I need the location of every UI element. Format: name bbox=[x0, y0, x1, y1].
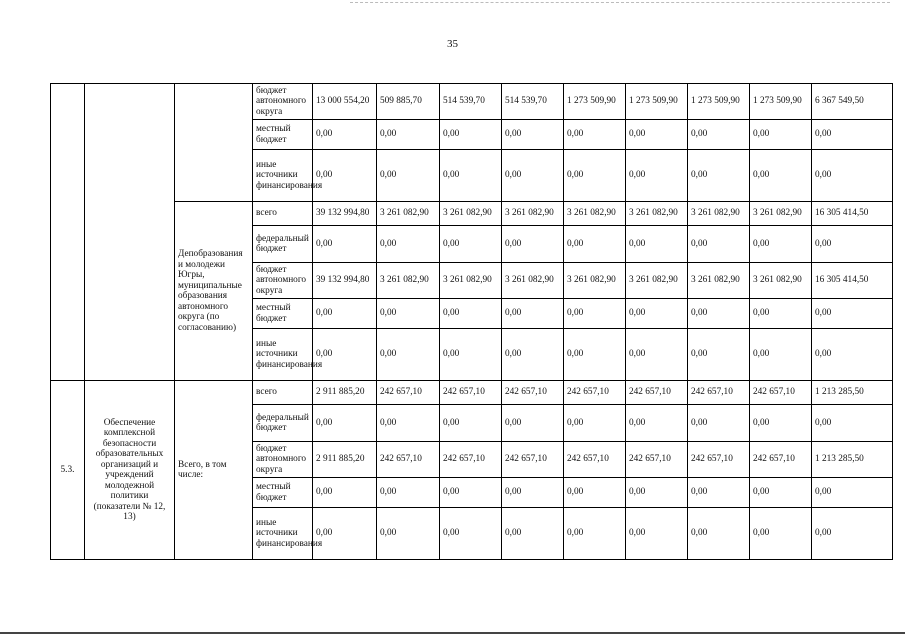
amount-cell: 3 261 082,90 bbox=[750, 263, 812, 299]
table-body bbox=[51, 84, 893, 560]
amount-cell: 6 367 549,50 bbox=[812, 84, 893, 120]
amount-cell: 0,00 bbox=[626, 478, 688, 508]
amount-cell: 0,00 bbox=[750, 478, 812, 508]
scan-top-edge bbox=[350, 2, 890, 3]
amount-cell: 0,00 bbox=[440, 299, 502, 329]
amount-cell: 0,00 bbox=[812, 150, 893, 202]
amount-cell: 1 213 285,50 bbox=[812, 381, 893, 405]
funding-source: всего bbox=[253, 381, 313, 405]
amount-cell: 0,00 bbox=[502, 120, 564, 150]
amount-cell: 0,00 bbox=[502, 150, 564, 202]
amount-cell: 0,00 bbox=[377, 226, 440, 263]
amount-cell: 0,00 bbox=[313, 226, 377, 263]
amount-cell: 0,00 bbox=[377, 405, 440, 442]
executor-cell: Депобразования и молодежи Югры, муниципальные образования автономного округа (по согласованию) bbox=[175, 202, 253, 381]
amount-cell: 2 911 885,20 bbox=[313, 381, 377, 405]
amount-cell: 0,00 bbox=[377, 150, 440, 202]
amount-cell: 3 261 082,90 bbox=[688, 263, 750, 299]
amount-cell: 242 657,10 bbox=[440, 381, 502, 405]
scan-bottom-edge bbox=[0, 632, 905, 634]
amount-cell: 0,00 bbox=[564, 478, 626, 508]
financing-table bbox=[50, 83, 893, 560]
funding-source: бюджет автономного округа bbox=[253, 84, 313, 120]
amount-cell: 0,00 bbox=[688, 226, 750, 263]
amount-cell: 242 657,10 bbox=[377, 442, 440, 478]
amount-cell: 0,00 bbox=[377, 508, 440, 560]
amount-cell: 1 273 509,90 bbox=[564, 84, 626, 120]
table-row bbox=[51, 202, 893, 226]
amount-cell: 0,00 bbox=[750, 329, 812, 381]
amount-cell: 0,00 bbox=[626, 405, 688, 442]
amount-cell: 0,00 bbox=[750, 508, 812, 560]
amount-cell: 242 657,10 bbox=[377, 381, 440, 405]
amount-cell: 242 657,10 bbox=[564, 381, 626, 405]
amount-cell: 0,00 bbox=[812, 120, 893, 150]
amount-cell: 0,00 bbox=[313, 299, 377, 329]
amount-cell: 0,00 bbox=[440, 478, 502, 508]
funding-source: бюджет автономного округа bbox=[253, 263, 313, 299]
amount-cell: 3 261 082,90 bbox=[440, 263, 502, 299]
amount-cell: 0,00 bbox=[377, 329, 440, 381]
amount-cell: 0,00 bbox=[313, 478, 377, 508]
funding-source: иные источники финансирования bbox=[253, 329, 313, 381]
measure-name: Обеспечение комплексной безопасности образовательных организаций и учреждений молодежной политики (показатели № 12, 13) bbox=[85, 381, 175, 560]
amount-cell: 39 132 994,80 bbox=[313, 263, 377, 299]
amount-cell: 0,00 bbox=[812, 226, 893, 263]
measure-code: 5.3. bbox=[51, 381, 85, 560]
funding-source: бюджет автономного округа bbox=[253, 442, 313, 478]
amount-cell: 3 261 082,90 bbox=[440, 202, 502, 226]
page-number: 35 bbox=[447, 38, 458, 50]
amount-cell: 0,00 bbox=[626, 329, 688, 381]
amount-cell: 0,00 bbox=[626, 226, 688, 263]
amount-cell: 0,00 bbox=[564, 150, 626, 202]
amount-cell: 509 885,70 bbox=[377, 84, 440, 120]
executor-cell bbox=[175, 84, 253, 202]
amount-cell: 3 261 082,90 bbox=[377, 263, 440, 299]
amount-cell: 0,00 bbox=[688, 120, 750, 150]
amount-cell: 0,00 bbox=[440, 508, 502, 560]
funding-source: федеральный бюджет bbox=[253, 226, 313, 263]
amount-cell: 0,00 bbox=[812, 299, 893, 329]
amount-cell: 0,00 bbox=[812, 405, 893, 442]
amount-cell: 0,00 bbox=[564, 405, 626, 442]
amount-cell: 0,00 bbox=[626, 150, 688, 202]
amount-cell: 0,00 bbox=[502, 478, 564, 508]
amount-cell: 0,00 bbox=[688, 405, 750, 442]
amount-cell: 242 657,10 bbox=[688, 381, 750, 405]
amount-cell: 0,00 bbox=[750, 150, 812, 202]
amount-cell: 16 305 414,50 bbox=[812, 263, 893, 299]
amount-cell: 514 539,70 bbox=[502, 84, 564, 120]
amount-cell: 13 000 554,20 bbox=[313, 84, 377, 120]
amount-cell: 1 273 509,90 bbox=[626, 84, 688, 120]
table-row bbox=[51, 84, 893, 120]
amount-cell: 0,00 bbox=[564, 299, 626, 329]
amount-cell: 0,00 bbox=[313, 150, 377, 202]
amount-cell: 1 213 285,50 bbox=[812, 442, 893, 478]
amount-cell: 0,00 bbox=[377, 299, 440, 329]
amount-cell: 3 261 082,90 bbox=[564, 202, 626, 226]
amount-cell: 0,00 bbox=[377, 478, 440, 508]
amount-cell: 242 657,10 bbox=[440, 442, 502, 478]
funding-source: местный бюджет bbox=[253, 120, 313, 150]
amount-cell: 1 273 509,90 bbox=[750, 84, 812, 120]
amount-cell: 0,00 bbox=[313, 120, 377, 150]
amount-cell: 0,00 bbox=[750, 120, 812, 150]
amount-cell: 0,00 bbox=[564, 226, 626, 263]
amount-cell: 0,00 bbox=[688, 508, 750, 560]
amount-cell: 3 261 082,90 bbox=[502, 263, 564, 299]
amount-cell: 514 539,70 bbox=[440, 84, 502, 120]
amount-cell: 0,00 bbox=[564, 120, 626, 150]
amount-cell: 3 261 082,90 bbox=[377, 202, 440, 226]
amount-cell: 0,00 bbox=[688, 150, 750, 202]
amount-cell: 242 657,10 bbox=[688, 442, 750, 478]
funding-source: местный бюджет bbox=[253, 299, 313, 329]
amount-cell: 0,00 bbox=[750, 226, 812, 263]
amount-cell: 242 657,10 bbox=[626, 442, 688, 478]
amount-cell: 242 657,10 bbox=[626, 381, 688, 405]
funding-source: федеральный бюджет bbox=[253, 405, 313, 442]
amount-cell: 0,00 bbox=[440, 329, 502, 381]
amount-cell: 39 132 994,80 bbox=[313, 202, 377, 226]
amount-cell: 0,00 bbox=[688, 299, 750, 329]
amount-cell: 242 657,10 bbox=[750, 381, 812, 405]
amount-cell: 0,00 bbox=[812, 329, 893, 381]
executor-cell: Всего, в том числе: bbox=[175, 381, 253, 560]
amount-cell: 0,00 bbox=[564, 329, 626, 381]
amount-cell: 0,00 bbox=[626, 299, 688, 329]
amount-cell: 3 261 082,90 bbox=[626, 263, 688, 299]
amount-cell: 0,00 bbox=[313, 405, 377, 442]
table-row bbox=[51, 381, 893, 405]
amount-cell: 0,00 bbox=[313, 329, 377, 381]
amount-cell: 0,00 bbox=[377, 120, 440, 150]
amount-cell: 3 261 082,90 bbox=[502, 202, 564, 226]
amount-cell: 0,00 bbox=[440, 120, 502, 150]
amount-cell: 0,00 bbox=[502, 405, 564, 442]
amount-cell: 0,00 bbox=[440, 405, 502, 442]
amount-cell: 242 657,10 bbox=[502, 442, 564, 478]
amount-cell: 2 911 885,20 bbox=[313, 442, 377, 478]
amount-cell: 242 657,10 bbox=[564, 442, 626, 478]
amount-cell: 242 657,10 bbox=[502, 381, 564, 405]
amount-cell: 0,00 bbox=[502, 226, 564, 263]
amount-cell: 0,00 bbox=[440, 150, 502, 202]
amount-cell: 1 273 509,90 bbox=[688, 84, 750, 120]
amount-cell: 3 261 082,90 bbox=[750, 202, 812, 226]
amount-cell: 0,00 bbox=[502, 299, 564, 329]
amount-cell: 3 261 082,90 bbox=[626, 202, 688, 226]
amount-cell: 242 657,10 bbox=[750, 442, 812, 478]
amount-cell: 0,00 bbox=[440, 226, 502, 263]
funding-source: местный бюджет bbox=[253, 478, 313, 508]
funding-source: иные источники финансирования bbox=[253, 508, 313, 560]
amount-cell: 0,00 bbox=[313, 508, 377, 560]
amount-cell: 0,00 bbox=[688, 329, 750, 381]
amount-cell: 0,00 bbox=[502, 329, 564, 381]
funding-source: иные источники финансирования bbox=[253, 150, 313, 202]
amount-cell: 0,00 bbox=[812, 508, 893, 560]
amount-cell: 0,00 bbox=[812, 478, 893, 508]
amount-cell: 0,00 bbox=[750, 405, 812, 442]
amount-cell: 0,00 bbox=[502, 508, 564, 560]
amount-cell: 0,00 bbox=[564, 508, 626, 560]
amount-cell: 0,00 bbox=[688, 478, 750, 508]
amount-cell: 16 305 414,50 bbox=[812, 202, 893, 226]
amount-cell: 3 261 082,90 bbox=[564, 263, 626, 299]
funding-source: всего bbox=[253, 202, 313, 226]
measure-name bbox=[85, 84, 175, 381]
amount-cell: 0,00 bbox=[750, 299, 812, 329]
amount-cell: 3 261 082,90 bbox=[688, 202, 750, 226]
amount-cell: 0,00 bbox=[626, 120, 688, 150]
amount-cell: 0,00 bbox=[626, 508, 688, 560]
measure-code bbox=[51, 84, 85, 381]
